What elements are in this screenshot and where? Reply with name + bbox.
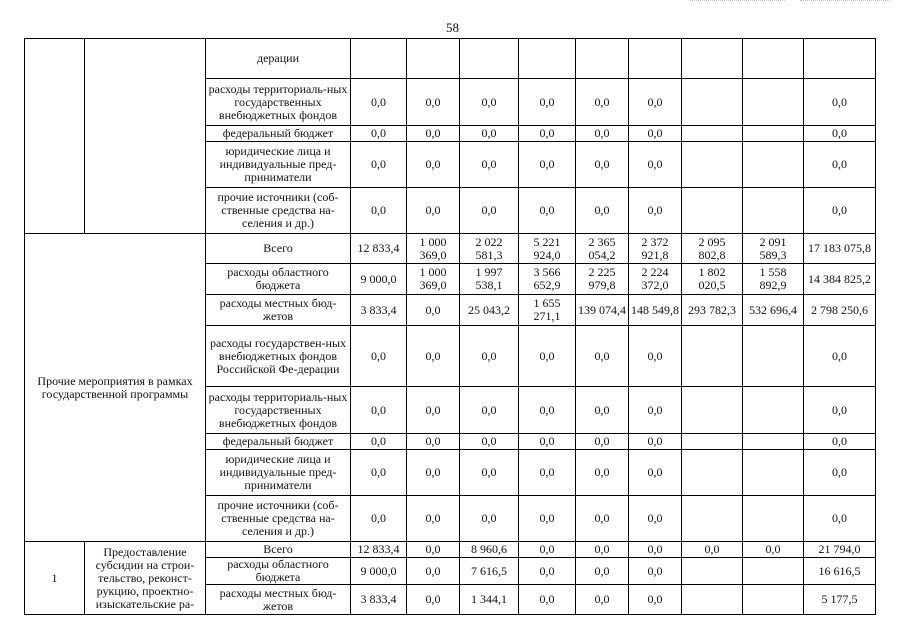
- other-measures-title: Прочие мероприятия в рамках государственной программы: [25, 234, 206, 542]
- value-cell: 0,0: [804, 188, 876, 234]
- value-cell: 3 566 652,9: [519, 264, 576, 295]
- value-cell: 0,0: [629, 434, 682, 450]
- value-cell: 0,0: [576, 188, 629, 234]
- value-cell: 2 365 054,2: [576, 234, 629, 264]
- funding-source-cell: юридические лица и индивидуальные пред-приниматели: [206, 450, 351, 496]
- value-cell: 1 997 538,1: [460, 264, 519, 295]
- value-cell: 0,0: [407, 542, 460, 558]
- funding-source-cell: расходы областного бюджета: [206, 264, 351, 295]
- value-cell: 3 833,4: [351, 585, 407, 615]
- value-cell: 0,0: [743, 542, 804, 558]
- value-cell: 0,0: [519, 585, 576, 615]
- value-cell: 0,0: [804, 434, 876, 450]
- item-title: Предоставление субсидии на строи-тельство, реконст-рукцию, проектно-изыскательские ра-: [85, 542, 206, 615]
- funding-source-cell: расходы областного бюджета: [206, 558, 351, 585]
- value-cell: 0,0: [682, 542, 743, 558]
- value-cell: 0,0: [519, 188, 576, 234]
- value-cell: 0,0: [576, 387, 629, 434]
- value-cell: 0,0: [804, 326, 876, 387]
- value-cell: 0,0: [576, 434, 629, 450]
- value-cell: [629, 39, 682, 79]
- value-cell: 0,0: [629, 142, 682, 188]
- value-cell: [682, 326, 743, 387]
- page-number: 58: [446, 20, 459, 35]
- measure-name-cell: [85, 39, 206, 234]
- value-cell: 0,0: [804, 450, 876, 496]
- item-number: 1: [25, 542, 85, 615]
- value-cell: 0,0: [629, 542, 682, 558]
- value-cell: 0,0: [576, 558, 629, 585]
- value-cell: 0,0: [460, 326, 519, 387]
- value-cell: 0,0: [576, 126, 629, 142]
- value-cell: [682, 126, 743, 142]
- value-cell: 0,0: [407, 558, 460, 585]
- value-cell: 0,0: [407, 295, 460, 326]
- value-cell: 0,0: [629, 326, 682, 387]
- table-row: [25, 39, 876, 79]
- value-cell: 12 833,4: [351, 542, 407, 558]
- value-cell: 0,0: [460, 496, 519, 542]
- value-cell: 0,0: [519, 126, 576, 142]
- value-cell: 139 074,4: [576, 295, 629, 326]
- value-cell: 2 224 372,0: [629, 264, 682, 295]
- value-cell: 8 960,6: [460, 542, 519, 558]
- value-cell: 0,0: [351, 126, 407, 142]
- value-cell: 0,0: [407, 496, 460, 542]
- value-cell: 0,0: [629, 188, 682, 234]
- funding-source-cell: федеральный бюджет: [206, 126, 351, 142]
- value-cell: 3 833,4: [351, 295, 407, 326]
- value-cell: [682, 142, 743, 188]
- value-cell: 1 000 369,0: [407, 264, 460, 295]
- value-cell: 0,0: [407, 142, 460, 188]
- value-cell: [519, 39, 576, 79]
- value-cell: [743, 79, 804, 126]
- value-cell: 0,0: [351, 79, 407, 126]
- value-cell: [743, 585, 804, 615]
- value-cell: [682, 558, 743, 585]
- value-cell: 1 344,1: [460, 585, 519, 615]
- value-cell: [682, 79, 743, 126]
- value-cell: 2 372 921,8: [629, 234, 682, 264]
- value-cell: [743, 39, 804, 79]
- value-cell: 0,0: [519, 496, 576, 542]
- value-cell: 0,0: [460, 142, 519, 188]
- value-cell: 7 616,5: [460, 558, 519, 585]
- value-cell: [576, 39, 629, 79]
- value-cell: 0,0: [804, 496, 876, 542]
- value-cell: [743, 326, 804, 387]
- value-cell: 0,0: [576, 79, 629, 126]
- value-cell: 2 022 581,3: [460, 234, 519, 264]
- value-cell: 0,0: [629, 496, 682, 542]
- value-cell: [682, 585, 743, 615]
- value-cell: [407, 39, 460, 79]
- value-cell: 0,0: [629, 387, 682, 434]
- value-cell: 5 221 924,0: [519, 234, 576, 264]
- value-cell: 148 549,8: [629, 295, 682, 326]
- value-cell: 1 000 369,0: [407, 234, 460, 264]
- funding-source-cell: расходы местных бюд-жетов: [206, 585, 351, 615]
- value-cell: [804, 39, 876, 79]
- value-cell: 0,0: [519, 450, 576, 496]
- value-cell: [743, 450, 804, 496]
- table-row: [25, 234, 876, 264]
- value-cell: [743, 387, 804, 434]
- funding-source-cell: расходы территориаль-ных государственных внебюджетных фондов: [206, 79, 351, 126]
- value-cell: 0,0: [407, 450, 460, 496]
- value-cell: 0,0: [407, 585, 460, 615]
- value-cell: 0,0: [460, 387, 519, 434]
- funding-source-cell: расходы государствен-ных внебюджетных фондов Российской Фе-дерации: [206, 326, 351, 387]
- value-cell: 2 225 979,8: [576, 264, 629, 295]
- funding-source-cell: дерации: [206, 39, 351, 79]
- value-cell: 9 000,0: [351, 558, 407, 585]
- value-cell: 0,0: [576, 142, 629, 188]
- value-cell: 0,0: [519, 558, 576, 585]
- value-cell: [743, 126, 804, 142]
- funding-source-cell: расходы территориаль-ных государственных внебюджетных фондов: [206, 387, 351, 434]
- value-cell: 14 384 825,2: [804, 264, 876, 295]
- value-cell: 0,0: [519, 326, 576, 387]
- funding-source-cell: прочие источники (соб-ственные средства на-селения и др.): [206, 496, 351, 542]
- value-cell: 25 043,2: [460, 295, 519, 326]
- value-cell: 0,0: [519, 79, 576, 126]
- value-cell: [743, 558, 804, 585]
- value-cell: [351, 39, 407, 79]
- value-cell: 0,0: [460, 188, 519, 234]
- value-cell: [682, 496, 743, 542]
- number-cell: [25, 39, 85, 234]
- budget-table: [24, 38, 876, 615]
- value-cell: 0,0: [629, 79, 682, 126]
- value-cell: 0,0: [629, 558, 682, 585]
- value-cell: 17 183 075,8: [804, 234, 876, 264]
- value-cell: 532 696,4: [743, 295, 804, 326]
- value-cell: 293 782,3: [682, 295, 743, 326]
- value-cell: 21 794,0: [804, 542, 876, 558]
- table-row: [25, 542, 876, 558]
- funding-source-cell: федеральный бюджет: [206, 434, 351, 450]
- value-cell: [682, 39, 743, 79]
- value-cell: 0,0: [460, 434, 519, 450]
- value-cell: 0,0: [407, 434, 460, 450]
- value-cell: 0,0: [804, 142, 876, 188]
- value-cell: 0,0: [351, 326, 407, 387]
- funding-source-cell: юридические лица и индивидуальные пред-приниматели: [206, 142, 351, 188]
- value-cell: 0,0: [460, 126, 519, 142]
- value-cell: 0,0: [804, 387, 876, 434]
- value-cell: 1 802 020,5: [682, 264, 743, 295]
- value-cell: 0,0: [804, 126, 876, 142]
- funding-source-cell: расходы местных бюд-жетов: [206, 295, 351, 326]
- value-cell: 0,0: [407, 126, 460, 142]
- value-cell: 0,0: [460, 79, 519, 126]
- value-cell: 0,0: [407, 79, 460, 126]
- value-cell: [743, 188, 804, 234]
- value-cell: 2 091 589,3: [743, 234, 804, 264]
- value-cell: 0,0: [629, 450, 682, 496]
- value-cell: 0,0: [519, 387, 576, 434]
- value-cell: 0,0: [460, 450, 519, 496]
- value-cell: 0,0: [804, 79, 876, 126]
- value-cell: 2 095 802,8: [682, 234, 743, 264]
- value-cell: 5 177,5: [804, 585, 876, 615]
- value-cell: 1 655 271,1: [519, 295, 576, 326]
- value-cell: 0,0: [519, 142, 576, 188]
- value-cell: [682, 387, 743, 434]
- value-cell: 0,0: [576, 450, 629, 496]
- value-cell: 0,0: [576, 585, 629, 615]
- value-cell: [682, 188, 743, 234]
- value-cell: 0,0: [351, 450, 407, 496]
- value-cell: 16 616,5: [804, 558, 876, 585]
- value-cell: 1 558 892,9: [743, 264, 804, 295]
- value-cell: [743, 434, 804, 450]
- value-cell: 2 798 250,6: [804, 295, 876, 326]
- value-cell: 12 833,4: [351, 234, 407, 264]
- value-cell: 9 000,0: [351, 264, 407, 295]
- value-cell: 0,0: [576, 542, 629, 558]
- value-cell: 0,0: [407, 188, 460, 234]
- value-cell: 0,0: [351, 387, 407, 434]
- funding-source-cell: прочие источники (соб-ственные средства на-селения и др.): [206, 188, 351, 234]
- value-cell: 0,0: [519, 434, 576, 450]
- value-cell: 0,0: [351, 496, 407, 542]
- value-cell: 0,0: [407, 387, 460, 434]
- funding-source-cell: Всего: [206, 234, 351, 264]
- scan-mark: [690, 0, 785, 1]
- scan-mark: [800, 0, 890, 1]
- value-cell: 0,0: [351, 434, 407, 450]
- value-cell: 0,0: [407, 326, 460, 387]
- value-cell: [743, 142, 804, 188]
- value-cell: 0,0: [576, 326, 629, 387]
- value-cell: [682, 434, 743, 450]
- value-cell: [682, 450, 743, 496]
- value-cell: 0,0: [519, 542, 576, 558]
- value-cell: [743, 496, 804, 542]
- value-cell: 0,0: [351, 188, 407, 234]
- value-cell: 0,0: [576, 496, 629, 542]
- value-cell: 0,0: [629, 126, 682, 142]
- value-cell: 0,0: [351, 142, 407, 188]
- value-cell: 0,0: [629, 585, 682, 615]
- funding-source-cell: Всего: [206, 542, 351, 558]
- value-cell: [460, 39, 519, 79]
